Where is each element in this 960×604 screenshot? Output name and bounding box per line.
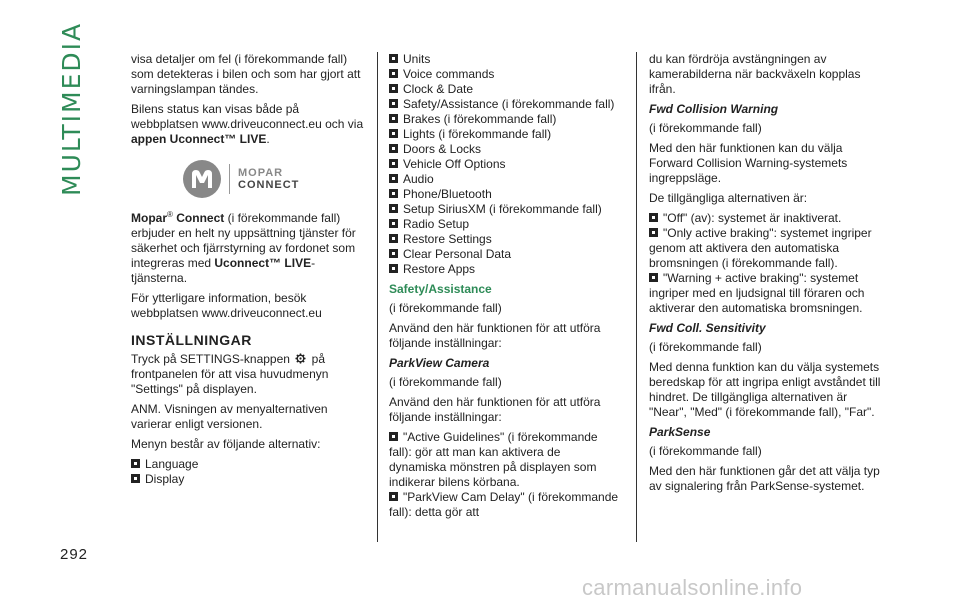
list-item: Restore Settings <box>389 232 621 247</box>
paragraph: (i förekommande fall) <box>389 301 502 315</box>
bullet-icon <box>131 459 140 468</box>
bullet-icon <box>389 264 398 273</box>
paragraph: Med den här funktionen går det att välja typ av signalering från ParkSense-systemet. <box>649 464 880 493</box>
bullet-icon <box>389 432 398 441</box>
paragraph: Tryck på SETTINGS-knappen på frontpanelen för att visa huvudmenyn "Settings" på displayen. <box>131 352 329 396</box>
paragraph: (i förekommande fall) <box>649 340 762 354</box>
list-item: Brakes (i förekommande fall) <box>389 112 621 127</box>
list-item: Setup SiriusXM (i förekommande fall) <box>389 202 621 217</box>
list-item: Vehicle Off Options <box>389 157 621 172</box>
bullet-icon <box>389 54 398 63</box>
paragraph: Använd den här funktionen för att utföra följande inställningar: <box>389 321 601 350</box>
paragraph: För ytterligare information, besök webbplatsen www.driveuconnect.eu <box>131 291 322 320</box>
list-item: "Warning + active braking": systemet ingriper med en ljudsignal till föraren och aktiverar den automatiska bromsningen. <box>649 271 865 315</box>
bullet-icon <box>389 249 398 258</box>
bullet-icon <box>389 204 398 213</box>
list-item: Doors & Locks <box>389 142 621 157</box>
list-item: Units <box>389 52 621 67</box>
bullet-icon <box>649 273 658 282</box>
subsection-heading: Fwd Coll. Sensitivity <box>649 321 766 335</box>
subsection-heading: ParkSense <box>649 425 711 439</box>
paragraph: du kan fördröja avstängningen av kamerabilderna när backväxeln kopplas ifrån. <box>649 52 861 96</box>
list-item: Safety/Assistance (i förekommande fall) <box>389 97 621 112</box>
list-item: "Off" (av): systemet är inaktiverat. <box>649 211 885 226</box>
list-item: Radio Setup <box>389 217 621 232</box>
settings-gear-icon <box>295 353 306 364</box>
paragraph: Med den här funktionen kan du välja Forward Collision Warning-systemets ingreppsläge. <box>649 141 848 185</box>
list-item: Lights (i förekommande fall) <box>389 127 621 142</box>
watermark: carmanualsonline.info <box>582 575 803 600</box>
column-3 <box>649 52 885 499</box>
paragraph: ANM. Visningen av menyalternativen varierar enligt versionen. <box>131 402 328 431</box>
list-item: Clock & Date <box>389 82 621 97</box>
list-item: Restore Apps <box>389 262 621 277</box>
list-item: Audio <box>389 172 621 187</box>
list-item: Display <box>131 472 367 487</box>
bullet-icon <box>389 189 398 198</box>
bullet-icon <box>389 144 398 153</box>
bullet-icon <box>649 228 658 237</box>
bullet-icon <box>389 84 398 93</box>
bullet-icon <box>389 114 398 123</box>
bullet-icon <box>389 492 398 501</box>
subsection-heading: Safety/Assistance <box>389 282 492 296</box>
column-1 <box>131 52 367 487</box>
page-number: 292 <box>60 546 89 563</box>
paragraph: Bilens status kan visas både på webbplatsen www.driveuconnect.eu och via appen Uconnect™ LIVE. <box>131 102 364 146</box>
bullet-icon <box>389 159 398 168</box>
list-item: "Active Guidelines" (i förekommande fall): gör att man kan aktivera de dynamiska mönstren på displayen som indikerar bilens körbana. <box>389 430 598 489</box>
bullet-icon <box>389 129 398 138</box>
paragraph: (i förekommande fall) <box>649 444 762 458</box>
paragraph: visa detaljer om fel (i förekommande fall) som detekteras i bilen och som har gjort att varningslampan tändes. <box>131 52 361 96</box>
bullet-icon <box>389 69 398 78</box>
list-item: Phone/Bluetooth <box>389 187 621 202</box>
column-divider <box>377 52 378 542</box>
logo-brand: MOPAR <box>238 167 284 179</box>
subsection-heading: ParkView Camera <box>389 356 490 370</box>
list-item: "Only active braking": systemet ingriper genom att aktivera den automatiska bromsningen (i förekommande fall). <box>649 226 872 270</box>
paragraph: Med denna funktion kan du välja systemets beredskap för att ingripa enligt avståndet till hindret. De tillgängliga alternativen är "Near", "Med" (i förekommande fall), "Far". <box>649 360 881 419</box>
list-item: Clear Personal Data <box>389 247 621 262</box>
mopar-connect-logo <box>183 159 367 199</box>
bullet-icon <box>389 99 398 108</box>
paragraph: Menyn består av följande alternativ: <box>131 437 321 451</box>
list-item: Voice commands <box>389 67 621 82</box>
bullet-icon <box>389 174 398 183</box>
paragraph: Använd den här funktionen för att utföra följande inställningar: <box>389 395 601 424</box>
subsection-heading: Fwd Collision Warning <box>649 102 779 116</box>
bullet-icon <box>649 213 658 222</box>
paragraph: (i förekommande fall) <box>649 121 762 135</box>
list-item: Language <box>131 457 367 472</box>
bullet-icon <box>389 219 398 228</box>
logo-product: CONNECT <box>238 179 300 191</box>
bullet-icon <box>389 234 398 243</box>
column-divider <box>636 52 637 542</box>
mopar-m-icon <box>183 160 221 198</box>
bullet-icon <box>131 474 140 483</box>
section-heading: INSTÄLLNINGAR <box>131 332 252 348</box>
paragraph: Mopar® Connect (i förekommande fall) erbjuder en helt ny uppsättning tjänster för säkerhet och fjärrstyrning av fordonet som integreras med Uconnect™ LIVE-tjänsterna. <box>131 210 356 285</box>
paragraph: (i förekommande fall) <box>389 375 502 389</box>
column-2 <box>389 52 621 520</box>
section-title: MULTIMEDIA <box>57 21 86 196</box>
list-item: "ParkView Cam Delay" (i förekommande fall): detta gör att <box>389 490 619 519</box>
paragraph: De tillgängliga alternativen är: <box>649 191 808 205</box>
